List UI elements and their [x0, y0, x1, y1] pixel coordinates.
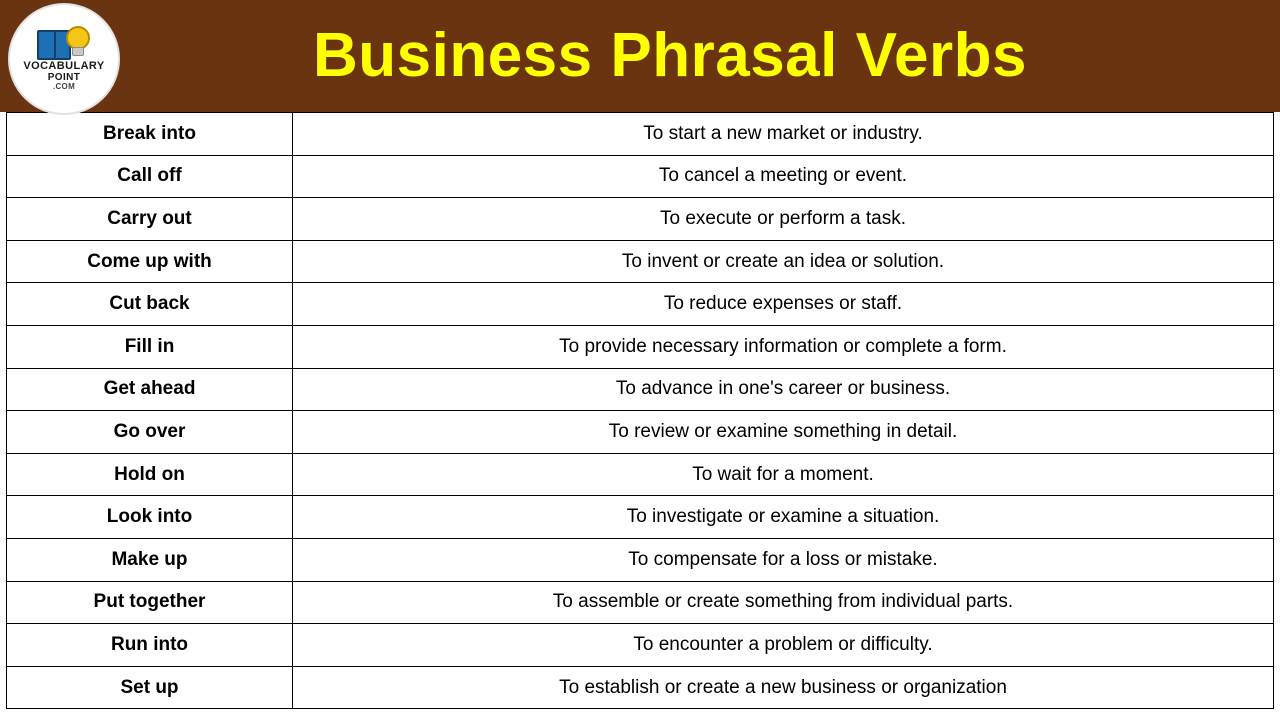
verb-cell: Run into — [7, 624, 293, 667]
verb-cell: Set up — [7, 666, 293, 709]
meaning-cell: To provide necessary information or complete a form. — [293, 325, 1274, 368]
meaning-cell: To invent or create an idea or solution. — [293, 240, 1274, 283]
meaning-cell: To cancel a meeting or event. — [293, 155, 1274, 198]
table-row — [7, 283, 1274, 326]
book-lightbulb-icon — [37, 26, 91, 60]
meaning-cell: To compensate for a loss or mistake. — [293, 538, 1274, 581]
table-row — [7, 411, 1274, 454]
table-row — [7, 538, 1274, 581]
verb-cell: Put together — [7, 581, 293, 624]
verb-cell: Make up — [7, 538, 293, 581]
page-header — [0, 0, 1280, 112]
logo-line-3: .COM — [52, 82, 76, 92]
verb-cell: Break into — [7, 113, 293, 156]
meaning-cell: To execute or perform a task. — [293, 198, 1274, 241]
meaning-cell: To establish or create a new business or organization — [293, 666, 1274, 709]
verb-cell: Call off — [7, 155, 293, 198]
table-row — [7, 240, 1274, 283]
table-row — [7, 581, 1274, 624]
verb-cell: Fill in — [7, 325, 293, 368]
verb-cell: Hold on — [7, 453, 293, 496]
table-row — [7, 198, 1274, 241]
meaning-cell: To start a new market or industry. — [293, 113, 1274, 156]
verb-cell: Go over — [7, 411, 293, 454]
logo-line-2: POINT — [47, 71, 81, 83]
meaning-cell: To investigate or examine a situation. — [293, 496, 1274, 539]
table-row — [7, 368, 1274, 411]
meaning-cell: To assemble or create something from individual parts. — [293, 581, 1274, 624]
table-row — [7, 325, 1274, 368]
logo-line-1: VOCABULARY — [23, 60, 105, 73]
table-row — [7, 113, 1274, 156]
verb-cell: Cut back — [7, 283, 293, 326]
meaning-cell: To review or examine something in detail. — [293, 411, 1274, 454]
table-row — [7, 155, 1274, 198]
site-logo — [8, 3, 120, 115]
table-row — [7, 453, 1274, 496]
meaning-cell: To advance in one's career or business. — [293, 368, 1274, 411]
verb-cell: Look into — [7, 496, 293, 539]
verbs-table-container — [0, 112, 1280, 709]
page-title: Business Phrasal Verbs — [312, 21, 1028, 90]
verb-cell: Come up with — [7, 240, 293, 283]
table-row — [7, 496, 1274, 539]
meaning-cell: To encounter a problem or difficulty. — [293, 624, 1274, 667]
verb-cell: Get ahead — [7, 368, 293, 411]
phrasal-verbs-table — [6, 112, 1274, 709]
table-row — [7, 624, 1274, 667]
table-row — [7, 666, 1274, 709]
table-body — [7, 113, 1274, 709]
verb-cell: Carry out — [7, 198, 293, 241]
meaning-cell: To reduce expenses or staff. — [293, 283, 1274, 326]
meaning-cell: To wait for a moment. — [293, 453, 1274, 496]
